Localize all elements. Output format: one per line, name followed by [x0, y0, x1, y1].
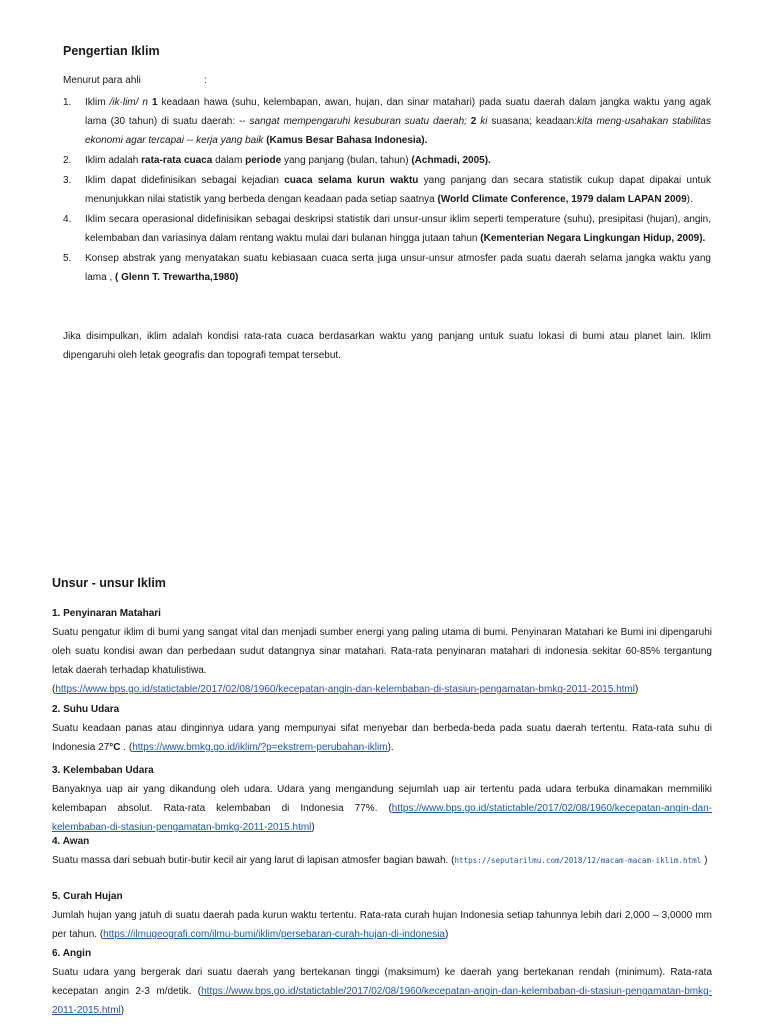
reference-link[interactable]: https://www.bmkg.go.id/iklim/?p=ekstrem-perubahan-iklim	[132, 742, 388, 753]
item-text: ).	[686, 194, 693, 205]
degree-unit: °C	[109, 742, 121, 753]
paren: )	[634, 684, 639, 695]
section-title-pengertian: Pengertian Iklim	[63, 44, 160, 58]
definition-item-3	[63, 171, 711, 209]
section-text	[52, 963, 712, 1020]
section-text	[52, 851, 712, 870]
section-heading: 6. Angin	[52, 948, 92, 959]
definition-list	[63, 93, 711, 288]
paren: ).	[387, 742, 394, 753]
unsur-section-angin	[52, 944, 712, 1020]
paren: )	[701, 855, 708, 866]
item-number: 4.	[63, 214, 72, 225]
section-heading: 2. Suhu Udara	[52, 704, 120, 715]
pronunciation: /ik·lim/ n	[109, 97, 152, 108]
body-text: Suatu pengatur iklim di bumi yang sangat vital dan menjadi sumber energi yang paling utama di bumi. Penyinaran Matahari ke Bumi ini dipengaruhi oleh suatu kondisi awan dan perbedaan sudut datangnya sinar matahari. Rata-rata penyinaran matahari di indonesia sekitar 60-85% tergantung letak daerah terhadap khatulistiwa.	[52, 627, 712, 676]
section-text	[52, 780, 712, 837]
section-text	[52, 906, 712, 944]
item-text: Iklim dapat didefinisikan sebagai kejadian	[85, 175, 285, 186]
reference-link[interactable]: https://www.bps.go.id/statictable/2017/02/08/1960/kecepatan-angin-dan-kelembaban-di-stasiun-pengamatan-bmkg-2011-2015.html	[55, 684, 635, 695]
conclusion-paragraph: Jika disimpulkan, iklim adalah kondisi rata-rata cuaca berdasarkan waktu yang panjang untuk suatu lokasi di bumi atau planet lain. Iklim dipengaruhi oleh letak geografis dan topografi tempat tersebut.	[63, 331, 711, 361]
paren: )	[444, 929, 449, 940]
section-heading: 5. Curah Hujan	[52, 891, 123, 902]
reference-link[interactable]: https://www.bps.go.id/statictable/2017/02/08/1960/kecepatan-angin-dan-kelembaban-di-stasiun-pengamatan-bmkg-2011-2015.html	[52, 986, 712, 1016]
reference-link[interactable]: https://seputarilmu.com/2018/12/macam-macam-iklim.html	[454, 856, 702, 865]
section-text	[52, 719, 712, 757]
item-text: Iklim secara operasional didefinisikan sebagai deskripsi statistik dari unsur-unsur iklim seperti temperature (suhu), presipitasi (hujan), angin, kelembaban dan variasinya dalam rentang waktu mulai dari bulanan hingga jutaan tahun	[85, 214, 711, 244]
reference-link[interactable]: https://ilmugeografi.com/ilmu-bumi/iklim/persebaran-curah-hujan-di-indonesia	[103, 929, 445, 940]
example-text: sangat mempengaruhi kesuburan suatu daerah;	[249, 116, 467, 127]
body-text: Suatu massa dari sebuah butir-butir kecil air yang larut di lapisan atmosfer bagian bawah. (	[52, 855, 455, 866]
citation: (Achmadi, 2005).	[411, 155, 491, 166]
section-text	[52, 623, 712, 699]
intro-colon: :	[204, 75, 207, 86]
example-text: kita meng-usahakan stabilitas ekonomi agar tercapai -- kerja yang baik	[85, 116, 711, 146]
definition-item-1	[63, 93, 711, 150]
item-text: Konsep abstrak yang menyatakan suatu kebiasaan cuaca serta juga unsur-unsur atmosfer pada suatu daerah selama jangka waktu yang lama ,	[85, 253, 711, 283]
item-number: 3.	[63, 175, 72, 186]
section-title-unsur: Unsur - unsur Iklim	[52, 576, 166, 590]
paren: )	[120, 1005, 125, 1016]
definition-item-5	[63, 249, 711, 287]
body-text: Banyaknya uap air yang dikandung oleh udara. Udara yang mengandung sejumlah uap air tertentu pada udara terbuka dinamakan memmiliki kelembapan absolut. Rata-rata kelembaban di Indonesia 77%. (	[52, 784, 712, 814]
section-heading: 3. Kelembaban Udara	[52, 765, 154, 776]
item-text: Iklim adalah	[85, 155, 142, 166]
section-heading: 1. Penyinaran Matahari	[52, 608, 161, 619]
section-heading: 4. Awan	[52, 836, 90, 847]
unsur-section-suhu	[52, 700, 712, 757]
citation: (World Climate Conference, 1979 dalam LAPAN 2009	[437, 194, 687, 205]
label-ki: ki	[480, 116, 488, 127]
intro-line	[63, 75, 207, 86]
paren: )	[311, 822, 315, 833]
body-text: Jumlah hujan yang jatuh di suatu daerah pada kurun waktu tertentu. Rata-rata curah hujan Indonesia setiap tahunnya lebih dari 2,000 – 3,0000 mm per tahun. (	[52, 910, 712, 940]
citation: (Kamus Besar Bahasa Indonesia).	[263, 135, 428, 146]
item-text: yang panjang dan secara statistik cukup dapat dipakai untuk menunjukkan nilai statistik yang berbeda dengan keadaan pada setiap saatnya	[85, 175, 711, 205]
sense-number: 2	[466, 116, 481, 127]
definition-item-2	[63, 151, 711, 170]
reference-link[interactable]: https://www.bps.go.id/statictable/2017/02/08/1960/kecepatan-angin-dan-kelembaban-di-stasiun-pengamatan-bmkg-2011-2015.html	[52, 803, 712, 833]
item-text: Iklim	[85, 97, 110, 108]
body-text: Suatu udara yang bergerak dari suatu daerah yang bertekanan tinggi (maksimum) ke daerah yang bertekanan rendah (minimum). Rata-rata kecepatan angin 2-3 m/detik. (	[52, 967, 712, 997]
emphasis: rata-rata cuaca	[141, 155, 213, 166]
item-text: yang panjang (bulan, tahun)	[281, 155, 412, 166]
body-text: Suatu keadaan panas atau dinginnya udara yang mempunyai sifat menyebar dan berbeda-beda pada suatu daerah tertentu. Rata-rata suhu di Indonesia 27	[52, 723, 712, 753]
emphasis: periode	[245, 155, 282, 166]
intro-text: Menurut para ahli	[63, 75, 141, 86]
item-number: 2.	[63, 155, 72, 166]
emphasis: cuaca selama kurun waktu	[284, 175, 419, 186]
citation: ( Glenn T. Trewartha,1980)	[115, 272, 239, 283]
unsur-section-kelembaban	[52, 761, 712, 837]
unsur-section-awan	[52, 832, 712, 870]
item-number: 5.	[63, 253, 72, 264]
citation: (Kementerian Negara Lingkungan Hidup, 2009).	[480, 233, 706, 244]
unsur-section-penyinaran	[52, 604, 712, 699]
body-text: . (	[120, 742, 133, 753]
item-text: suasana; keadaan:	[487, 116, 578, 127]
item-text: dalam	[212, 155, 246, 166]
item-text: keadaan hawa (suhu, kelembapan, awan, hujan, dan sinar matahari) pada suatu daerah dalam jangka waktu yang agak lama (30 tahun) di suatu daerah: --	[85, 97, 711, 127]
item-number: 1.	[63, 97, 72, 108]
sense-number: 1	[151, 97, 158, 108]
unsur-section-curah-hujan	[52, 887, 712, 944]
definition-item-4	[63, 210, 711, 248]
paren: (	[52, 684, 56, 695]
